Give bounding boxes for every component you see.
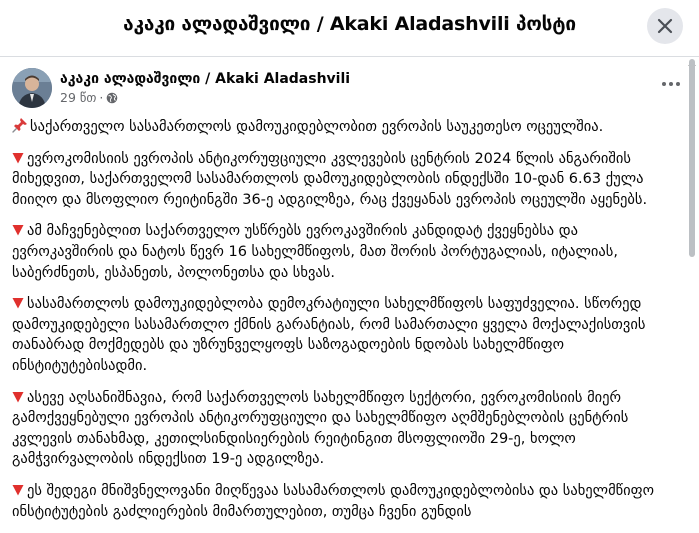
author-name[interactable]: აკაკი ალადაშვილი / Akaki Aladashvili <box>60 71 351 87</box>
scrollbar[interactable] <box>687 57 697 533</box>
post-header <box>12 68 682 114</box>
post-paragraph <box>12 294 680 376</box>
paragraph-text: ევროკომისიის ევროპის ანტიკორუფციული კვლევების ცენტრის 2024 წლის ანგარიშის მიხედვით, საქართველომ სასამართლოს დამოუკიდებლობის ინდექსში 10-დან 6.63 ქულა მიიღო და მსოფლიო რეიტინგში 36-ე ადგილზეა, რაც ქვეყანას ევროპის ოცეულში აყენებს. <box>12 150 648 208</box>
post-meta <box>60 90 118 105</box>
post-time[interactable]: 29 წთ <box>60 90 97 105</box>
dialog-title: აკაკი ალადაშვილი / Akaki Aladashvili პოსტი <box>123 13 576 35</box>
paragraph-text: საქართველო სასამართლოს დამოუკიდებლობით ევროპის საუკეთესო ოცეულშია. <box>30 119 604 135</box>
red-triangle-icon <box>12 391 24 403</box>
pushpin-icon <box>12 117 28 133</box>
paragraph-text: სასამართლოს დამოუკიდებლობა დემოკრატიული სახელმწიფოს საფუძველია. სწორედ დამოუკიდებელი სასამართლო ქმნის გარანტიას, რომ სამართალი ყველა მოქალაქისთვის თანაბრად მოქმედებს და უზრუნველყოფს საზოგადოების ნდობას სახელმწიფო ინსტიტუტებისადმი. <box>12 296 646 374</box>
red-triangle-icon <box>12 152 24 164</box>
close-icon <box>657 18 673 34</box>
red-triangle-icon <box>12 484 24 496</box>
author-avatar[interactable] <box>12 68 52 108</box>
paragraph-text: ამ მაჩვენებლით საქართველო უსწრებს ევროკავშირის კანდიდატ ქვეყნებსა და ევროკავშირის და ნატოს წევრ 16 სახელმწიფოს, მათ შორის პორტუგალიას, იტალიას, საბერძნეთს, ესპანეთს, პოლონეთსა და სხვას. <box>12 223 618 281</box>
post-paragraph <box>12 388 680 470</box>
post-paragraph <box>12 149 680 211</box>
red-triangle-icon <box>12 297 24 309</box>
paragraph-text: ასევე აღსანიშნავია, რომ საქართველოს სახელმწიფო სექტორი, ევროკომისიის მიერ გამოქვეყნებული ევროპის ანტიკორუფციული და სახელმწიფო აღმშენებლობის ცენტრის კვლევის თანახმად, კეთილსინდისიერების რეიტინგით მსოფლიოში 29-ე, ხოლო გამჭვირვალობის ინდექსით 19-ე ადგილზეა. <box>12 389 629 468</box>
post-body <box>12 117 680 533</box>
post-dialog-header <box>0 0 699 57</box>
more-horizontal-icon <box>662 82 680 86</box>
post-paragraph <box>12 481 680 522</box>
more-options-button[interactable] <box>660 76 682 92</box>
red-triangle-icon <box>12 224 24 236</box>
post-paragraph <box>12 117 680 138</box>
close-button[interactable] <box>647 8 683 44</box>
scrollbar-thumb[interactable] <box>689 59 695 257</box>
paragraph-text: ეს შედეგი მნიშვნელოვანი მიღწევაა სასამართლოს დამოუკიდებლობისა და სახელმწიფო ინსტიტუტების გაძლიერების მიმართულებით, თუმცა ჩვენი გუნდის <box>12 482 655 520</box>
post-paragraph <box>12 221 680 283</box>
meta-separator: · <box>99 90 104 105</box>
globe-icon[interactable] <box>106 92 118 104</box>
